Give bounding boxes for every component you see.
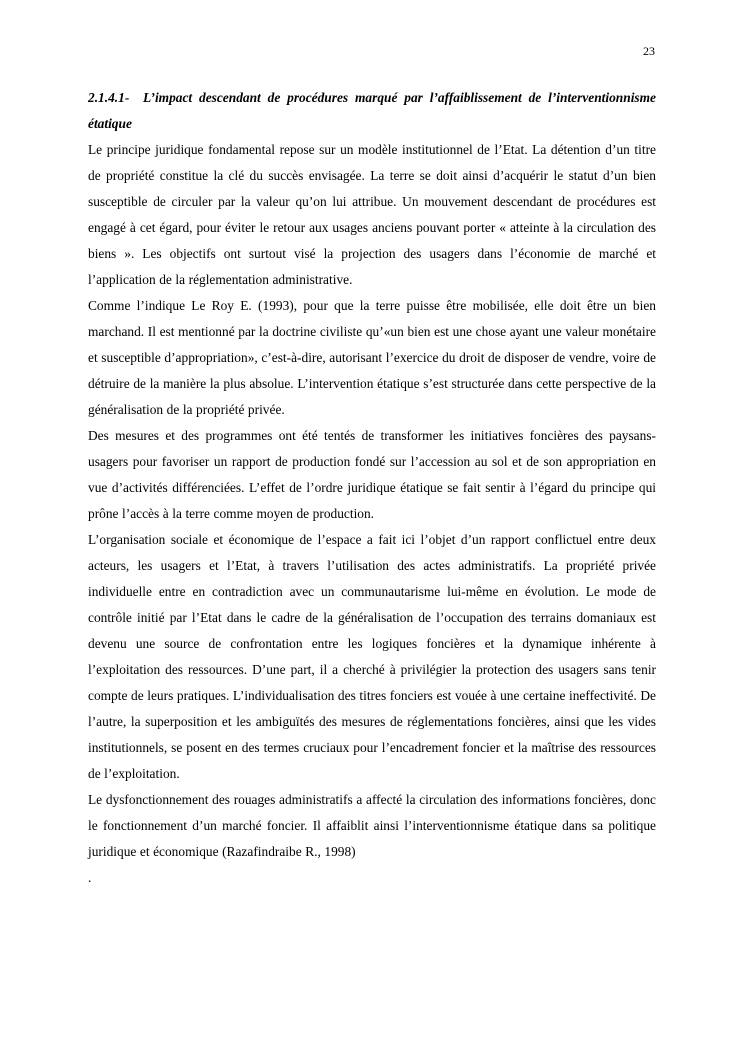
paragraph: Comme l’indique Le Roy E. (1993), pour que la terre puisse être mobilisée, elle doit être un bien marchand. Il est mentionné par la doctrine civiliste qu’«un bien est une chose ayant une valeur monétaire et susceptible d’appropriation», c’est-à-dire, autorisant l’exercice du droit de disposer de vendre, voire de détruire de la manière la plus absolue. L’intervention étatique s’est structurée dans cette perspective de la généralisation de la propriété privée. [88,298,656,417]
paragraph: Des mesures et des programmes ont été tentés de transformer les initiatives foncières des paysans-usagers pour favoriser un rapport de production fondé sur l’accession au sol et de son appropriation en vue d’activités différenciées. L’effet de l’ordre juridique étatique se fait sentir à l’égard du principe qui prône l’accès à la terre comme moyen de production. [88,428,656,521]
section-number: 2.1.4.1- [88,90,130,105]
section-title: L’impact descendant de procédures marqué par l’affaiblissement de l’interventionnisme étatique [88,90,656,131]
trailing-mark: . [88,870,92,885]
document-body [88,85,656,891]
section-heading [88,85,656,137]
page-number: 23 [643,44,655,58]
paragraph: L’organisation sociale et économique de l’espace a fait ici l’objet d’un rapport conflictuel entre deux acteurs, les usagers et l’Etat, à travers l’utilisation des actes administratifs. La propriété privée individuelle entre en contradiction avec un communautarisme lui-même en évolution. Le mode de contrôle initié par l’Etat dans le cadre de la généralisation de l’occupation des terrains domaniaux est devenu une source de confrontation entre les logiques foncières et la dynamique inhérente à l’exploitation des ressources. D’une part, il a cherché à privilégier la protection des usagers sans tenir compte de leurs pratiques. L’individualisation des titres fonciers est vouée à une certaine ineffectivité. De l’autre, la superposition et les ambiguïtés des mesures de réglementations foncières, ainsi que les vides institutionnels, se posent en des termes cruciaux pour l’encadrement foncier et la maîtrise des ressources de l’exploitation. [88,532,656,781]
paragraph: Le principe juridique fondamental repose sur un modèle institutionnel de l’Etat. La détention d’un titre de propriété constitue la clé du succès envisagée. La terre se doit ainsi d’acquérir le statut d’un bien susceptible de circuler par la valeur qu’on lui attribue. Un mouvement descendant de procédures est engagé à cet égard, pour éviter le retour aux usages anciens pouvant porter « atteinte à la circulation des biens ». Les objectifs ont surtout visé la projection des usagers dans l’économie de marché et l’application de la réglementation administrative. [88,142,656,287]
paragraph: Le dysfonctionnement des rouages administratifs a affecté la circulation des informations foncières, donc le fonctionnement d’un marché foncier. Il affaiblit ainsi l’interventionnisme étatique dans sa politique juridique et économique (Razafindraibe R., 1998) [88,792,656,859]
